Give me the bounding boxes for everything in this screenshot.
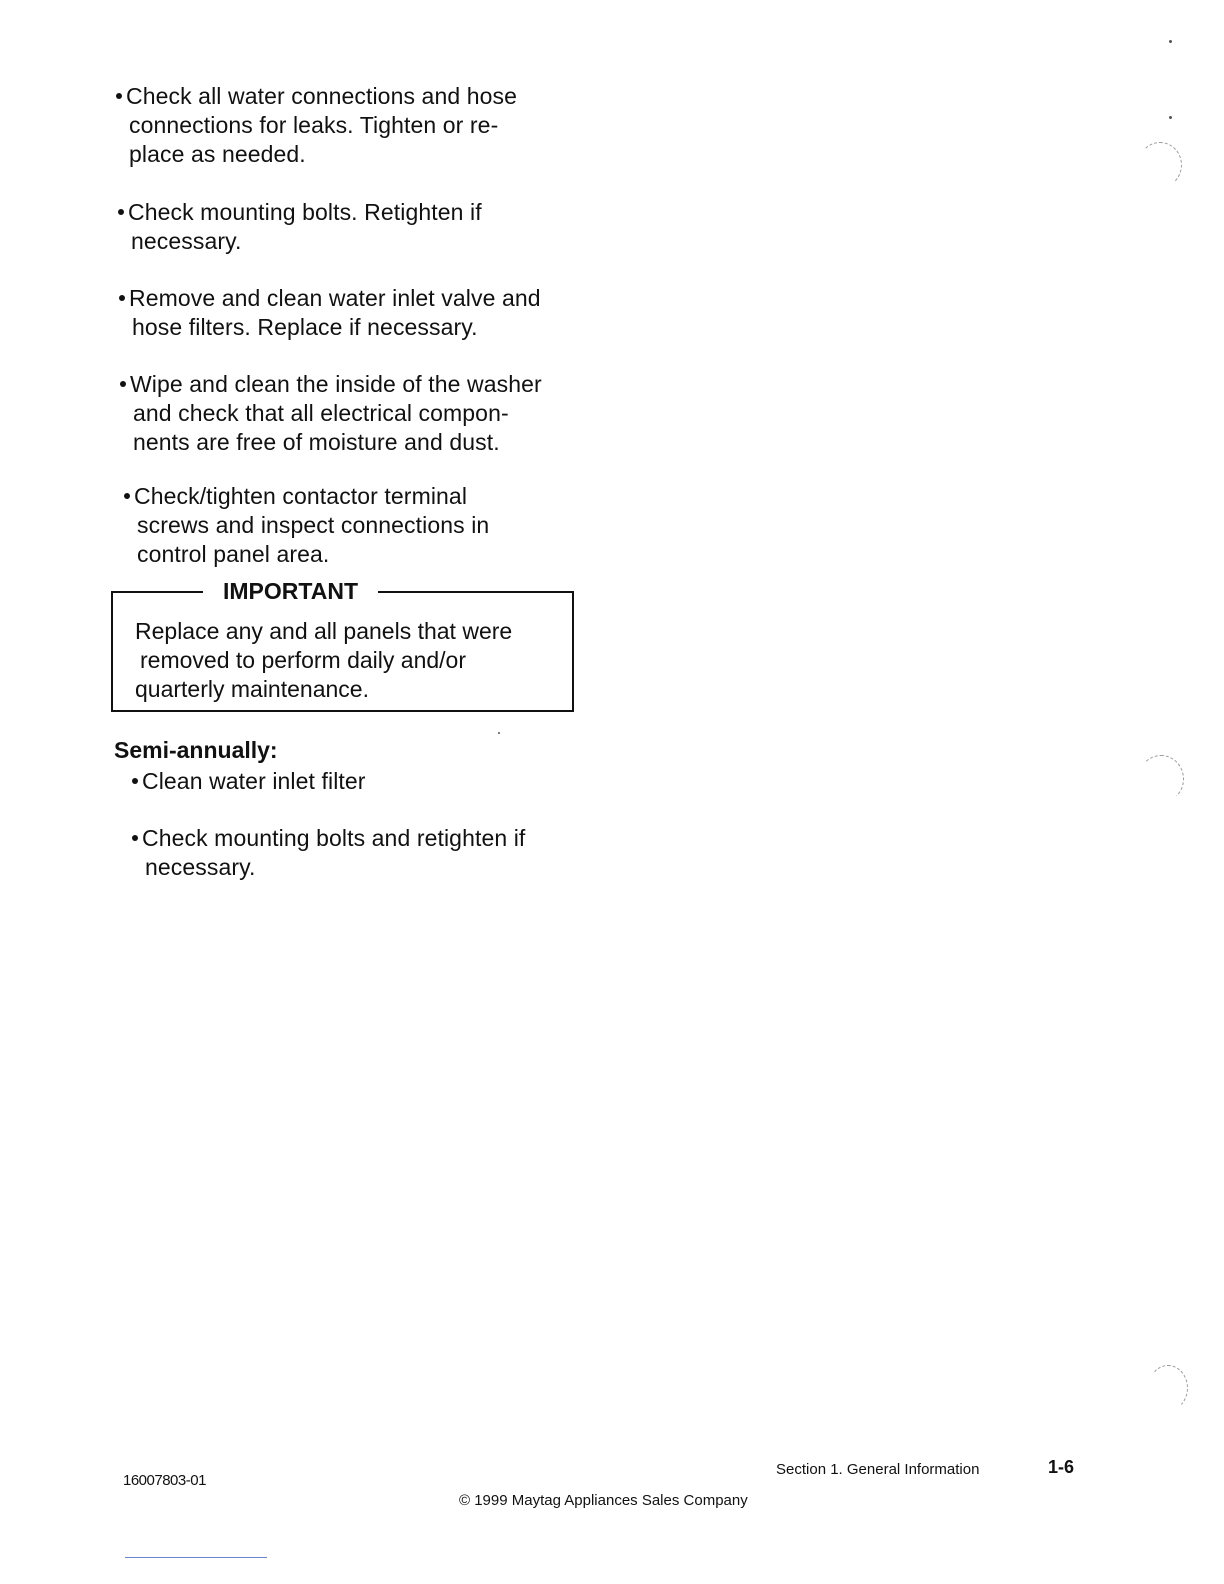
bullet-line: place as needed. [129, 141, 306, 167]
important-line: quarterly maintenance. [135, 676, 369, 702]
bullet-line: screws and inspect connections in [137, 512, 490, 538]
bullet-clean-water-inlet-filter [132, 767, 366, 796]
section-title: Section 1. General Information [776, 1461, 980, 1478]
bullet-line: and check that all electrical compon- [133, 400, 509, 426]
bullet-check-water-connections [116, 82, 517, 169]
punch-hole-mark-bottom [1148, 1365, 1188, 1411]
bullet-dot-icon [132, 835, 138, 841]
bullet-line: Check all water connections and hose [116, 82, 517, 111]
copyright-notice: © 1999 Maytag Appliances Sales Company [459, 1492, 748, 1509]
bullet-line: control panel area. [137, 541, 330, 567]
bullet-line: Check mounting bolts and retighten if [132, 824, 525, 853]
bullet-remove-clean-inlet-valve [119, 284, 541, 342]
semi-annually-heading: Semi-annually: [114, 737, 278, 763]
bullet-line: Check mounting bolts. Retighten if [118, 198, 482, 227]
punch-hole-mark-middle [1138, 755, 1184, 803]
bullet-line: Clean water inlet filter [132, 767, 366, 796]
bullet-dot-icon [124, 493, 130, 499]
bottom-rule-divider [125, 1557, 267, 1558]
bullet-check-mounting-bolts-retighten [132, 824, 525, 882]
bullet-wipe-clean-inside [120, 370, 542, 457]
bullet-check-tighten-contactor [124, 482, 489, 569]
punch-hole-mark-top [1138, 142, 1182, 188]
bullet-dot-icon [119, 295, 125, 301]
scan-speck [1169, 116, 1172, 119]
important-body [135, 617, 512, 704]
bullet-line: Wipe and clean the inside of the washer [120, 370, 542, 399]
document-number: 16007803-01 [123, 1472, 206, 1489]
scan-speck [1169, 40, 1172, 43]
bullet-dot-icon [118, 209, 124, 215]
important-heading: IMPORTANT [203, 578, 378, 604]
bullet-line: necessary. [145, 854, 256, 880]
bullet-dot-icon [132, 778, 138, 784]
bullet-dot-icon [120, 381, 126, 387]
bullet-check-mounting-bolts [118, 198, 482, 256]
important-callout [111, 578, 574, 712]
bullet-line: connections for leaks. Tighten or re- [129, 112, 499, 138]
bullet-line: hose filters. Replace if necessary. [132, 314, 478, 340]
bullet-line: nents are free of moisture and dust. [133, 429, 500, 455]
page-number: 1-6 [1048, 1457, 1075, 1477]
bullet-dot-icon [116, 93, 122, 99]
important-line: Replace any and all panels that were [135, 618, 513, 644]
important-line: removed to perform daily and/or [140, 647, 466, 673]
bullet-line: Check/tighten contactor terminal [124, 482, 489, 511]
bullet-line: necessary. [131, 228, 242, 254]
scan-speck [498, 732, 500, 734]
bullet-line: Remove and clean water inlet valve and [119, 284, 541, 313]
